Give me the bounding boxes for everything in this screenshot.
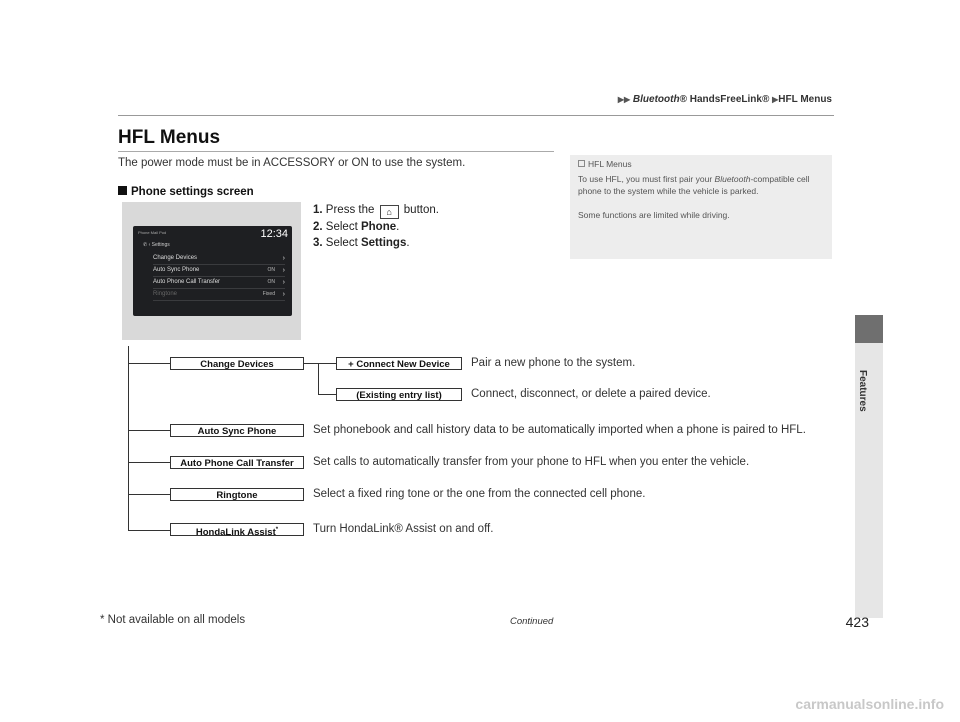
- breadcrumb: [618, 94, 832, 105]
- breadcrumb-part1: Bluetooth: [632, 94, 680, 105]
- screen-top-icons: Phone Mail Pod: [138, 230, 167, 235]
- tree-branch: [128, 430, 170, 431]
- section-heading: [118, 186, 254, 198]
- tree-trunk-line: [128, 346, 129, 531]
- tree-branch: [128, 462, 170, 463]
- existing-entry-box: (Existing entry list): [336, 388, 462, 401]
- phone-icon: ✆: [143, 242, 148, 248]
- chevron-right-icon: ›: [282, 279, 285, 286]
- step-3: 3. Select Settings.: [313, 237, 410, 249]
- screen-header: ✆ ‹ Settings: [143, 242, 170, 248]
- footnote: * Not available on all models: [100, 614, 246, 626]
- tree-branch: [128, 363, 170, 364]
- auto-transfer-desc: Set calls to automatically transfer from your phone to HFL when you enter the vehicle.: [313, 456, 750, 468]
- title-rule: [118, 151, 554, 152]
- auto-sync-desc: Set phonebook and call history data to be automatically imported when a phone is paired to HFL.: [313, 424, 806, 436]
- chevron-right-icon: ›: [282, 255, 285, 262]
- page-title: HFL Menus: [118, 127, 221, 148]
- hondalink-assist-box: HondaLink Assist*: [170, 523, 304, 536]
- screen-row: Auto Sync Phone ON ›: [153, 265, 285, 277]
- sidebar-tab: [855, 315, 883, 343]
- existing-entry-desc: Connect, disconnect, or delete a paired device.: [471, 388, 711, 400]
- steps-list: [313, 202, 439, 251]
- ringtone-desc: Select a fixed ring tone or the one from the connected cell phone.: [313, 488, 646, 500]
- tree-sub-trunk: [318, 363, 319, 395]
- auto-sync-phone-box: Auto Sync Phone: [170, 424, 304, 437]
- hondalink-desc: Turn HondaLink® Assist on and off.: [313, 523, 494, 535]
- chevron-right-icon: ›: [282, 267, 285, 274]
- chevron-right-icon: ›: [282, 291, 285, 298]
- note-box: [570, 155, 832, 259]
- tree-branch: [303, 363, 338, 364]
- step-2: 2. Select Phone.: [313, 221, 400, 233]
- sidebar-label: Features: [857, 370, 868, 412]
- continued-label: Continued: [510, 616, 554, 627]
- breadcrumb-part2: HandsFreeLink®: [686, 94, 770, 105]
- auto-call-transfer-box: Auto Phone Call Transfer: [170, 456, 304, 469]
- arrow-right-icon: ▶: [772, 95, 779, 104]
- screen-clock: 12:34: [260, 228, 288, 240]
- page-number: 423: [845, 614, 869, 630]
- step-1: 1. Press the ⌂ button.: [313, 204, 439, 217]
- header-rule: [118, 115, 834, 116]
- tree-branch: [128, 494, 170, 495]
- screen-row: Ringtone Fixed ›: [153, 289, 285, 301]
- ringtone-box: Ringtone: [170, 488, 304, 501]
- tree-branch: [318, 394, 338, 395]
- note-icon: [578, 160, 585, 167]
- arrow-right-icon: ▶▶: [617, 95, 631, 104]
- change-devices-box: Change Devices: [170, 357, 304, 370]
- registered-mark: ®: [679, 94, 687, 105]
- screen-row: Change Devices ›: [153, 253, 285, 265]
- screen-row: Auto Phone Call Transfer ON ›: [153, 277, 285, 289]
- home-icon: ⌂: [380, 205, 399, 219]
- phone-settings-screen: [133, 226, 292, 316]
- connect-new-desc: Pair a new phone to the system.: [471, 357, 636, 369]
- note-body: To use HFL, you must first pair your Bluetooth-compatible cell phone to the system while the vehicle is parked. Some functions are limited while driving.: [578, 174, 810, 220]
- breadcrumb-part3: HFL Menus: [778, 94, 832, 105]
- note-title: HFL Menus: [578, 159, 632, 169]
- intro-text: The power mode must be in ACCESSORY or ON to use the system.: [118, 157, 466, 169]
- square-bullet-icon: [118, 186, 127, 195]
- section-label: Phone settings screen: [131, 186, 254, 198]
- tree-branch: [128, 530, 170, 531]
- connect-new-device-box: + Connect New Device: [336, 357, 462, 370]
- watermark: carmanualsonline.info: [795, 696, 944, 712]
